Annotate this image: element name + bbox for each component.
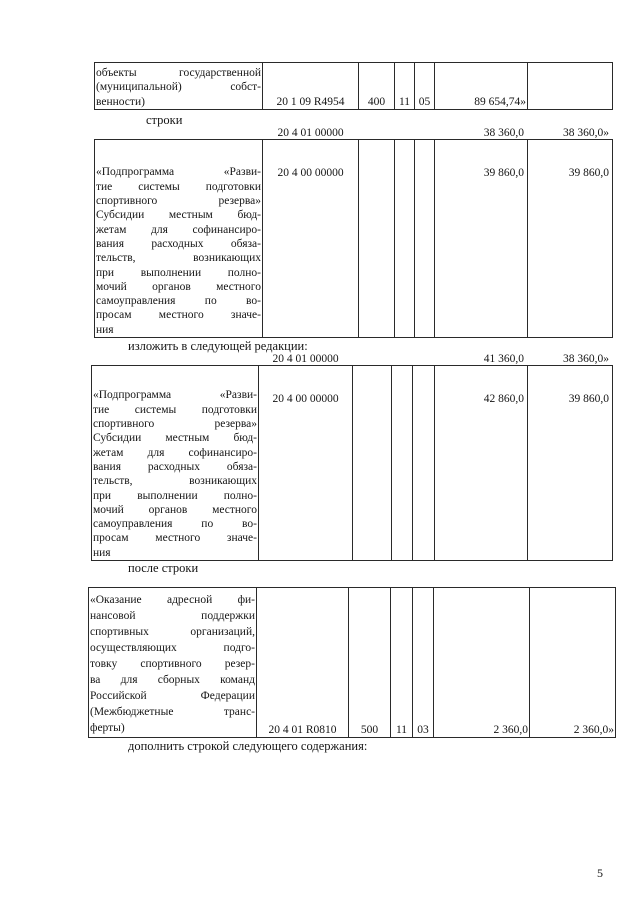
name-line: объекты государственной xyxy=(96,67,261,80)
sum-cell-2: 2 360,0» xyxy=(530,588,616,738)
row-name-cell xyxy=(95,63,263,110)
code-cell: 20 4 01 R0810 xyxy=(257,588,349,738)
name-line: вания расходных обяза- xyxy=(96,237,261,250)
pr-cell: 03 xyxy=(413,588,434,738)
vr-cell: 500 xyxy=(349,588,391,738)
rz-cell: 11 xyxy=(395,63,415,110)
name-line: тельств, возникающих xyxy=(96,252,261,265)
pr-cell xyxy=(413,366,435,561)
name-line: самоуправления по во- xyxy=(93,518,257,531)
name-line: «Подпрограмма «Разви- xyxy=(96,166,261,179)
table-fragment-2 xyxy=(94,126,613,338)
sum1-bottom: 41 360,0 xyxy=(483,352,524,365)
pr-cell: 05 xyxy=(415,63,435,110)
name-line: Субсидии местным бюд- xyxy=(96,209,261,222)
sum-cell-1 xyxy=(435,352,528,561)
code-cell: 20 1 09 R4954 xyxy=(263,63,359,110)
table-fragment-4 xyxy=(88,587,616,738)
name-line: жетам для софинансиро- xyxy=(96,223,261,236)
name-line: тие системы подготовки xyxy=(93,403,257,416)
name-line: ния xyxy=(93,546,111,559)
sum-cell-1 xyxy=(435,126,528,338)
name-line: ния xyxy=(96,323,114,336)
name-line: просам местного значе- xyxy=(93,532,257,545)
rz-cell xyxy=(395,140,415,338)
caption-after-fragment-4: дополнить строкой следующего содержания: xyxy=(128,739,368,753)
sum1-top: 42 860,0 xyxy=(483,393,524,405)
pr-cell xyxy=(415,140,435,338)
sum-cell-2 xyxy=(528,126,613,338)
caption-after-fragment-3: после строки xyxy=(128,561,199,575)
name-line: (муниципальной) собст- xyxy=(96,81,261,94)
table-fragment-3 xyxy=(91,352,613,561)
vr-cell xyxy=(353,366,392,561)
name-line: товку спортивного резер- xyxy=(90,658,255,670)
name-line: вания расходных обяза- xyxy=(93,460,257,473)
sum2-bottom: 38 360,0» xyxy=(563,126,609,139)
code-cell xyxy=(259,352,353,561)
name-line: «Оказание адресной фи- xyxy=(90,594,255,606)
row-name-cell xyxy=(95,140,263,338)
name-line: спортивного резерва» xyxy=(93,418,257,431)
code-cell xyxy=(263,126,359,338)
vr-cell: 400 xyxy=(359,63,395,110)
name-line: ва для сборных команд xyxy=(90,674,255,686)
code-bottom: 20 4 01 00000 xyxy=(277,126,344,139)
rz-cell xyxy=(392,366,413,561)
name-line: Субсидии местным бюд- xyxy=(93,432,257,445)
sum2-bottom: 38 360,0» xyxy=(563,352,609,365)
sum-cell-1: 2 360,0 xyxy=(434,588,530,738)
sum-cell-2 xyxy=(528,63,613,110)
name-line: мочий органов местного xyxy=(96,280,261,293)
name-line: ферты) xyxy=(90,722,125,734)
name-line: тие системы подготовки xyxy=(96,180,261,193)
name-line: тельств, возникающих xyxy=(93,475,257,488)
row-name-cell xyxy=(89,588,257,738)
name-line: спортивных организаций, xyxy=(90,626,255,638)
caption-after-fragment-2: изложить в следующей редакции: xyxy=(128,339,308,353)
name-line: самоуправления по во- xyxy=(96,295,261,308)
code-top: 20 4 00 00000 xyxy=(277,167,344,179)
code-top: 20 4 00 00000 xyxy=(272,393,339,405)
name-line: просам местного значе- xyxy=(96,309,261,322)
code-bottom: 20 4 01 00000 xyxy=(272,352,339,365)
name-line: при выполнении полно- xyxy=(96,266,261,279)
sum2-top: 39 860,0 xyxy=(568,393,609,405)
name-line: венности) xyxy=(96,95,145,108)
caption-after-fragment-1: строки xyxy=(146,113,183,127)
rz-cell: 11 xyxy=(391,588,413,738)
sum-cell-2 xyxy=(528,352,613,561)
name-line: мочий органов местного xyxy=(93,503,257,516)
sum1-bottom: 38 360,0 xyxy=(483,126,524,139)
name-line: спортивного резерва» xyxy=(96,195,261,208)
name-line: «Подпрограмма «Разви- xyxy=(93,389,257,402)
row-name-cell xyxy=(92,366,259,561)
name-line: осуществляющих подго- xyxy=(90,642,255,654)
name-line: (Межбюджетные транс- xyxy=(90,706,255,718)
table-fragment-1 xyxy=(94,62,613,110)
sum1-top: 39 860,0 xyxy=(483,167,524,179)
name-line: нансовой поддержки xyxy=(90,610,255,622)
name-line: при выполнении полно- xyxy=(93,489,257,502)
vr-cell xyxy=(359,140,395,338)
sum-cell-1: 89 654,74» xyxy=(435,63,528,110)
page-number: 5 xyxy=(597,866,603,880)
name-line: жетам для софинансиро- xyxy=(93,446,257,459)
name-line: Российской Федерации xyxy=(90,690,255,702)
sum2-top: 39 860,0 xyxy=(568,167,609,179)
